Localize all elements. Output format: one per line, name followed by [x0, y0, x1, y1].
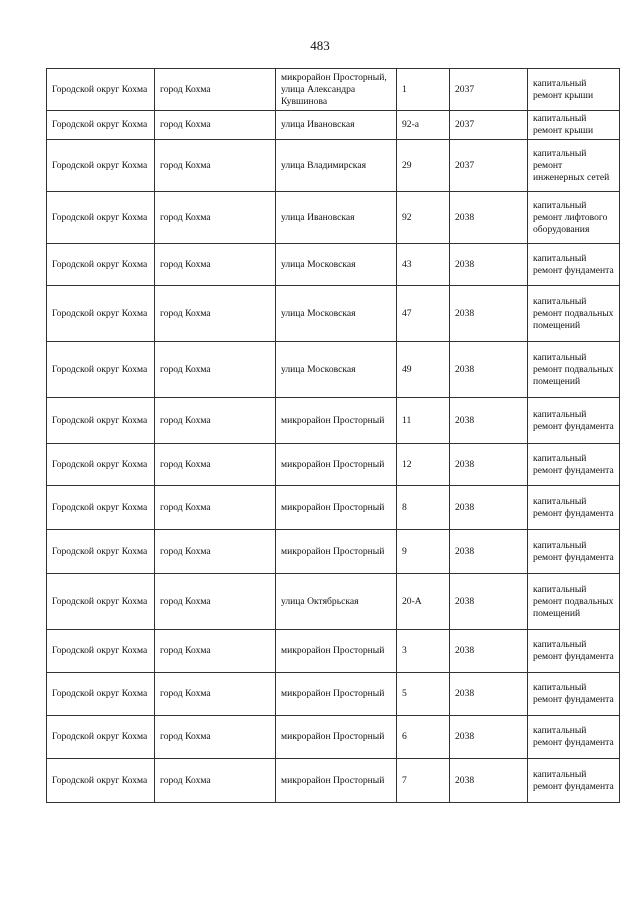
work-type-cell: капитальный ремонт фундамента — [528, 716, 620, 759]
street-cell: микрорайон Просторный — [276, 444, 397, 486]
settlement-cell: город Кохма — [155, 342, 276, 398]
work-type-cell: капитальный ремонт фундамента — [528, 244, 620, 286]
house-number-cell: 49 — [397, 342, 450, 398]
municipal-district-cell: Городской округ Кохма — [47, 69, 155, 111]
house-number-cell: 11 — [397, 398, 450, 444]
street-cell: улица Московская — [276, 286, 397, 342]
repair-schedule-table — [46, 68, 620, 803]
work-type-cell: капитальный ремонт фундамента — [528, 673, 620, 716]
page-number: 483 — [310, 38, 330, 53]
street-cell: микрорайон Просторный — [276, 759, 397, 803]
work-type-cell: капитальный ремонт фундамента — [528, 444, 620, 486]
municipal-district-cell: Городской округ Кохма — [47, 342, 155, 398]
work-type-cell: капитальный ремонт фундамента — [528, 759, 620, 803]
year-cell: 2038 — [450, 398, 528, 444]
street-cell: микрорайон Просторный — [276, 486, 397, 530]
work-type-cell: капитальный ремонт подвальных помещений — [528, 342, 620, 398]
municipal-district-cell: Городской округ Кохма — [47, 244, 155, 286]
street-cell: улица Октябрьская — [276, 574, 397, 630]
settlement-cell: город Кохма — [155, 574, 276, 630]
municipal-district-cell: Городской округ Кохма — [47, 759, 155, 803]
municipal-district-cell: Городской округ Кохма — [47, 111, 155, 140]
table-body — [47, 69, 620, 803]
house-number-cell: 9 — [397, 530, 450, 574]
table-row — [47, 244, 620, 286]
settlement-cell: город Кохма — [155, 140, 276, 192]
settlement-cell: город Кохма — [155, 673, 276, 716]
year-cell: 2038 — [450, 286, 528, 342]
year-cell: 2038 — [450, 716, 528, 759]
street-cell: микрорайон Просторный — [276, 630, 397, 673]
table-row — [47, 140, 620, 192]
table-row — [47, 111, 620, 140]
table-row — [47, 574, 620, 630]
house-number-cell: 92 — [397, 192, 450, 244]
settlement-cell: город Кохма — [155, 486, 276, 530]
table-row — [47, 630, 620, 673]
street-cell: микрорайон Просторный, улица Александра Кувшинова — [276, 69, 397, 111]
year-cell: 2038 — [450, 444, 528, 486]
work-type-cell: капитальный ремонт фундамента — [528, 530, 620, 574]
municipal-district-cell: Городской округ Кохма — [47, 286, 155, 342]
year-cell: 2038 — [450, 673, 528, 716]
work-type-cell: капитальный ремонт фундамента — [528, 398, 620, 444]
settlement-cell: город Кохма — [155, 759, 276, 803]
street-cell: микрорайон Просторный — [276, 530, 397, 574]
street-cell: улица Московская — [276, 342, 397, 398]
table-row — [47, 486, 620, 530]
table-row — [47, 759, 620, 803]
table-row — [47, 673, 620, 716]
house-number-cell: 43 — [397, 244, 450, 286]
municipal-district-cell: Городской округ Кохма — [47, 530, 155, 574]
street-cell: микрорайон Просторный — [276, 398, 397, 444]
house-number-cell: 47 — [397, 286, 450, 342]
work-type-cell: капитальный ремонт подвальных помещений — [528, 286, 620, 342]
municipal-district-cell: Городской округ Кохма — [47, 574, 155, 630]
municipal-district-cell: Городской округ Кохма — [47, 486, 155, 530]
house-number-cell: 20-А — [397, 574, 450, 630]
street-cell: улица Владимирская — [276, 140, 397, 192]
municipal-district-cell: Городской округ Кохма — [47, 673, 155, 716]
settlement-cell: город Кохма — [155, 530, 276, 574]
year-cell: 2038 — [450, 630, 528, 673]
settlement-cell: город Кохма — [155, 630, 276, 673]
house-number-cell: 8 — [397, 486, 450, 530]
work-type-cell: капитальный ремонт крыши — [528, 69, 620, 111]
year-cell: 2037 — [450, 140, 528, 192]
house-number-cell: 92-а — [397, 111, 450, 140]
municipal-district-cell: Городской округ Кохма — [47, 398, 155, 444]
municipal-district-cell: Городской округ Кохма — [47, 630, 155, 673]
year-cell: 2038 — [450, 759, 528, 803]
settlement-cell: город Кохма — [155, 69, 276, 111]
year-cell: 2038 — [450, 486, 528, 530]
settlement-cell: город Кохма — [155, 286, 276, 342]
work-type-cell: капитальный ремонт инженерных сетей — [528, 140, 620, 192]
table-row — [47, 342, 620, 398]
table-row — [47, 69, 620, 111]
house-number-cell: 12 — [397, 444, 450, 486]
work-type-cell: капитальный ремонт фундамента — [528, 630, 620, 673]
settlement-cell: город Кохма — [155, 244, 276, 286]
street-cell: улица Ивановская — [276, 192, 397, 244]
table-row — [47, 286, 620, 342]
house-number-cell: 29 — [397, 140, 450, 192]
table-row — [47, 398, 620, 444]
house-number-cell: 6 — [397, 716, 450, 759]
work-type-cell: капитальный ремонт фундамента — [528, 486, 620, 530]
settlement-cell: город Кохма — [155, 444, 276, 486]
year-cell: 2038 — [450, 244, 528, 286]
street-cell: улица Московская — [276, 244, 397, 286]
work-type-cell: капитальный ремонт крыши — [528, 111, 620, 140]
work-type-cell: капитальный ремонт лифтового оборудования — [528, 192, 620, 244]
municipal-district-cell: Городской округ Кохма — [47, 444, 155, 486]
table-row — [47, 530, 620, 574]
table-row — [47, 716, 620, 759]
street-cell: микрорайон Просторный — [276, 716, 397, 759]
house-number-cell: 7 — [397, 759, 450, 803]
table-row — [47, 444, 620, 486]
work-type-cell: капитальный ремонт подвальных помещений — [528, 574, 620, 630]
settlement-cell: город Кохма — [155, 192, 276, 244]
year-cell: 2038 — [450, 574, 528, 630]
year-cell: 2038 — [450, 192, 528, 244]
settlement-cell: город Кохма — [155, 111, 276, 140]
house-number-cell: 1 — [397, 69, 450, 111]
year-cell: 2038 — [450, 530, 528, 574]
house-number-cell: 3 — [397, 630, 450, 673]
street-cell: улица Ивановская — [276, 111, 397, 140]
house-number-cell: 5 — [397, 673, 450, 716]
year-cell: 2037 — [450, 69, 528, 111]
year-cell: 2038 — [450, 342, 528, 398]
settlement-cell: город Кохма — [155, 398, 276, 444]
year-cell: 2037 — [450, 111, 528, 140]
street-cell: микрорайон Просторный — [276, 673, 397, 716]
municipal-district-cell: Городской округ Кохма — [47, 716, 155, 759]
municipal-district-cell: Городской округ Кохма — [47, 140, 155, 192]
municipal-district-cell: Городской округ Кохма — [47, 192, 155, 244]
table-row — [47, 192, 620, 244]
settlement-cell: город Кохма — [155, 716, 276, 759]
